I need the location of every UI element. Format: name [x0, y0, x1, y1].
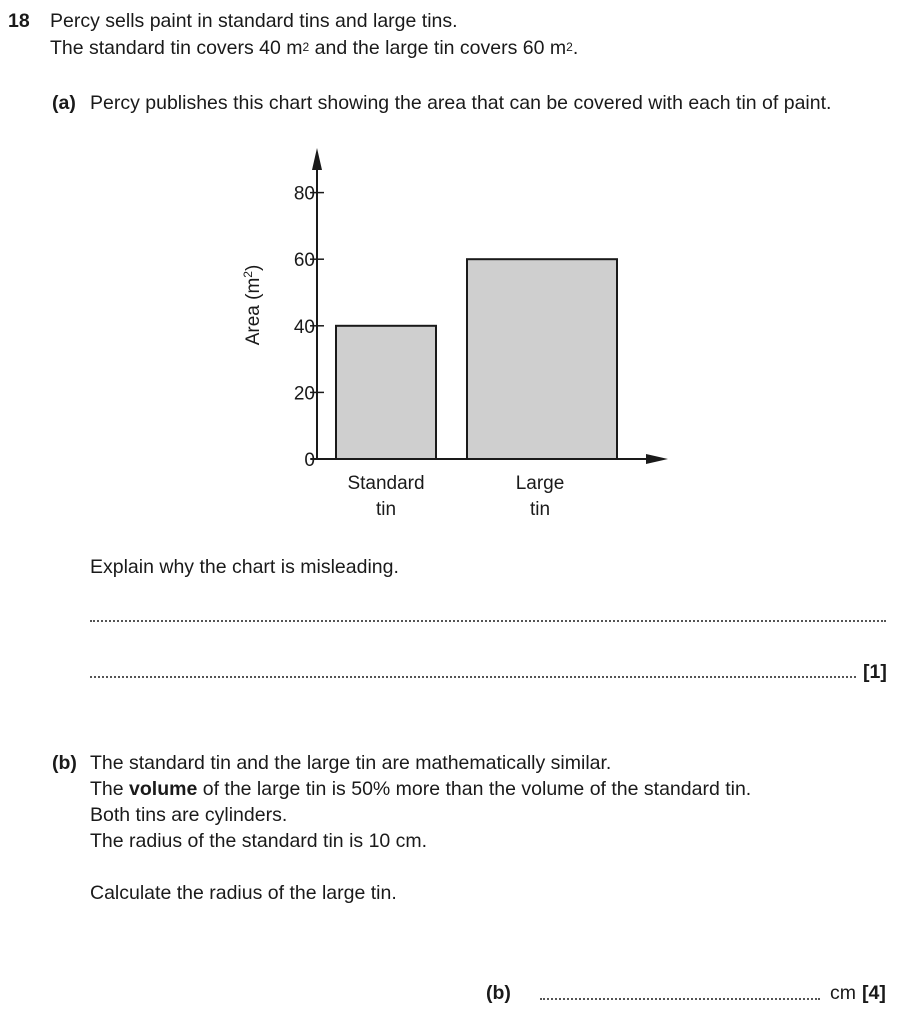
part-b-line4: The radius of the standard tin is 10 cm.: [90, 830, 428, 852]
category-label: tin: [375, 499, 397, 520]
y-axis-arrowhead: [312, 148, 322, 170]
part-a-marks: [1]: [863, 661, 887, 683]
y-tick-label: 0: [304, 450, 315, 471]
question-intro-line2: The standard tin covers 40 $m^2$ and the large tin covers 60 $m^2$.: [50, 37, 579, 59]
part-b-prompt: Calculate the radius of the large tin.: [90, 882, 397, 904]
part-b-line3: Both tins are cylinders.: [90, 804, 288, 826]
y-tick-label: 20: [293, 383, 315, 405]
category-label: tin: [529, 499, 551, 520]
part-a-prompt: Explain why the chart is misleading.: [90, 556, 399, 578]
question-number: 18: [8, 10, 30, 32]
category-label: Standard: [347, 473, 425, 494]
part-b-marks: [4]: [862, 982, 886, 1004]
part-a-text: Percy publishes this chart showing the area that can be covered with each tin of paint.: [90, 92, 832, 114]
x-axis-arrowhead: [646, 454, 668, 464]
y-tick-label: 80: [293, 183, 315, 205]
answer-line-a1[interactable]: [90, 620, 886, 622]
y-tick-label: 60: [293, 250, 315, 272]
part-b-line2: The volume of the large tin is 50% more than the volume of the standard tin.: [90, 778, 752, 800]
part-b-unit: cm: [830, 982, 856, 1004]
question-intro-line1: Percy sells paint in standard tins and large tins.: [50, 10, 458, 32]
part-a-label: (a): [52, 92, 76, 114]
y-tick-label: 40: [293, 316, 315, 338]
part-b-answer-label: (b): [486, 982, 511, 1004]
answer-line-a2[interactable]: [90, 676, 856, 678]
bar-1: [467, 259, 617, 459]
part-b-label: (b): [52, 752, 77, 774]
answer-line-b[interactable]: [540, 998, 820, 1000]
bar-0: [336, 326, 436, 459]
y-axis-label: Area $(m^2)$: [241, 264, 264, 346]
category-label: Large: [515, 473, 565, 494]
part-b-line1: The standard tin and the large tin are mathematically similar.: [90, 752, 612, 774]
